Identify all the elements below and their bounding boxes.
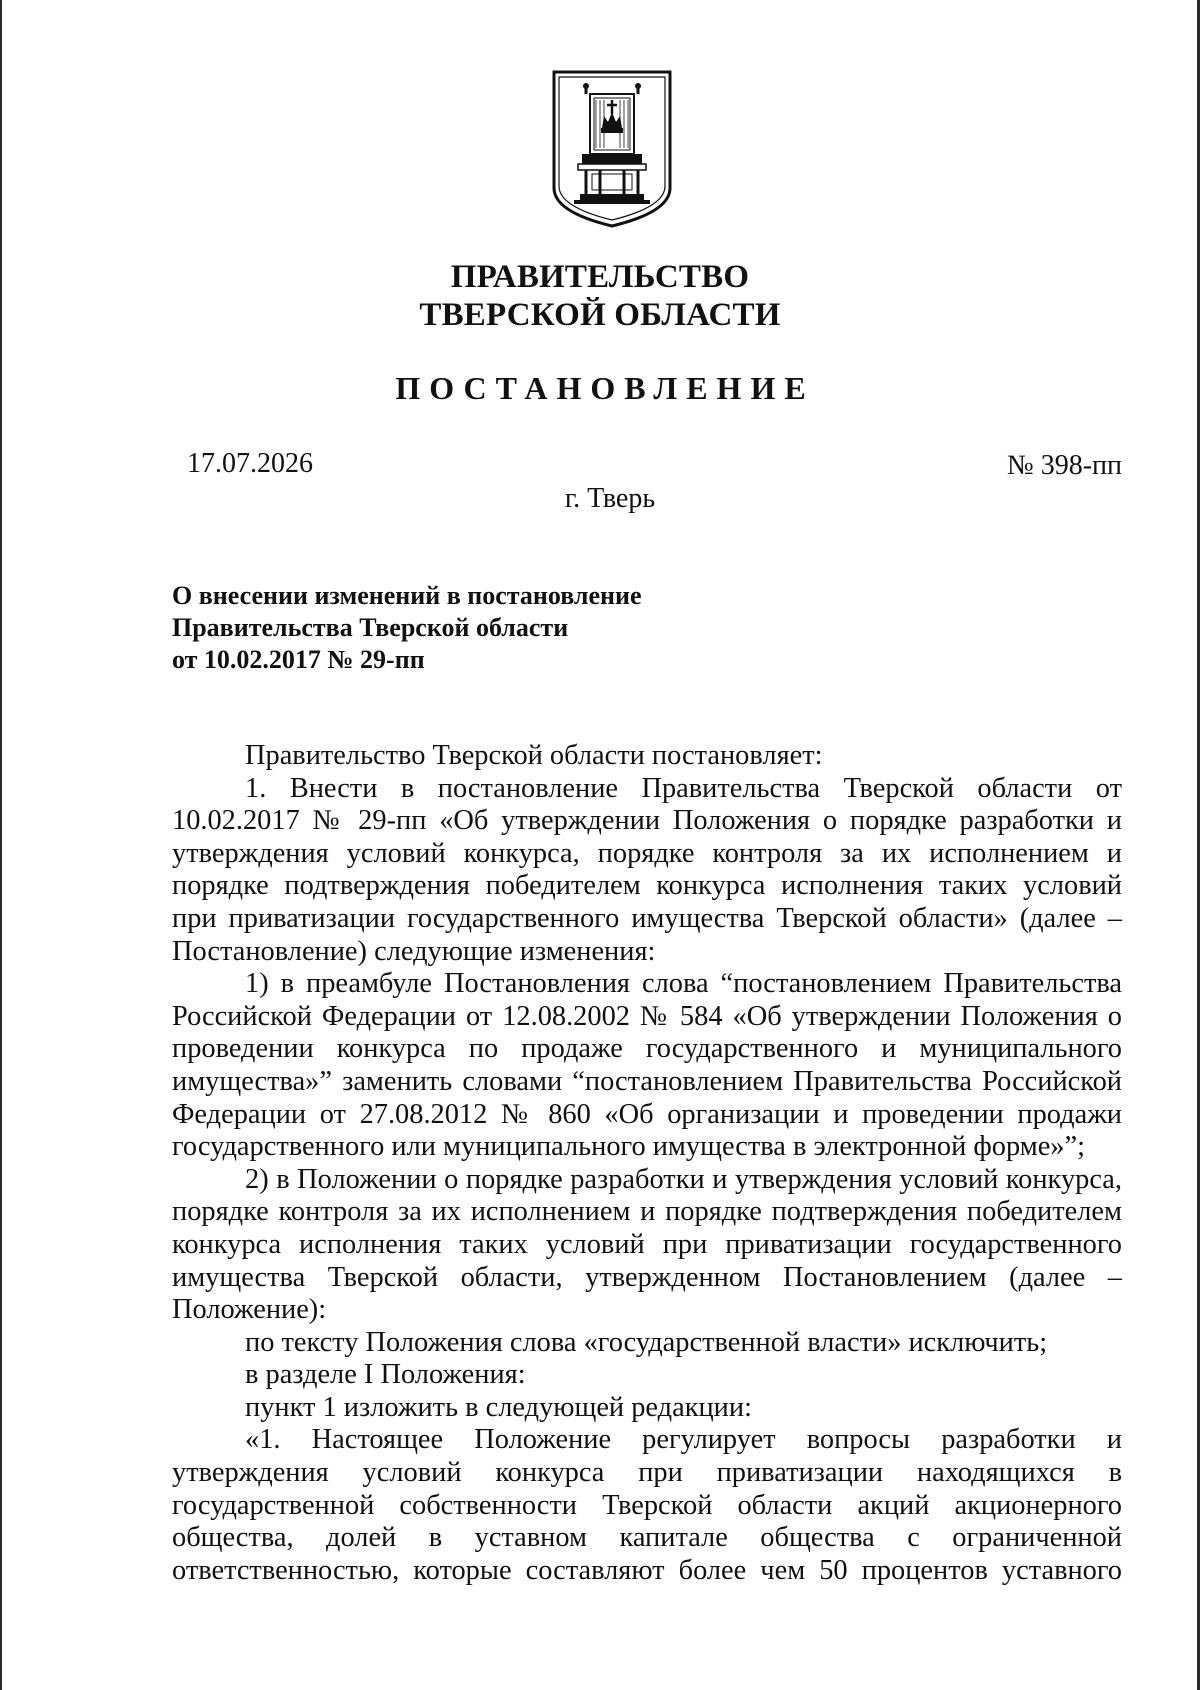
document-date: 17.07.2026 (187, 448, 313, 479)
document-body (172, 740, 1122, 1587)
document-number: № 398-пп (1006, 450, 1122, 481)
subject-line2: Правительства Тверской области (172, 613, 569, 642)
subject-line3: от 10.02.2017 № 29-пп (172, 645, 425, 674)
body-paragraph-5: в разделе I Положения: (245, 1359, 526, 1391)
body-paragraph-2: 1) в преамбуле Постановления слова “постановлением Правительства Российской Федерации от 12.08.2002 № 584 «Об утверждении Положения о проведении конкурса по продаже государственного и муниципального имущества»” заменить словами “постановлением Правительства Российской Федерации от 27.08.2012 № 860 «Об организации и проведении продажи государственного или муниципального имущества в электронной форме»”; (172, 968, 1122, 1163)
body-paragraph-3: 2) в Положении о порядке разработки и утверждения условий конкурса, порядке контроля за их исполнением и порядке подтверждения победителем конкурса исполнения таких условий при приватизации государственного имущества Тверской области, утвержденном Постановлением (далее – Положение): (172, 1163, 1122, 1326)
scan-left-edge (0, 0, 2, 1690)
body-paragraph-4: по тексту Положения слова «государственной власти» исключить; (245, 1326, 1048, 1358)
org-name-line1: ПРАВИТЕЛЬСТВО (450, 259, 750, 295)
org-name-line2: ТВЕРСКОЙ ОБЛАСТИ (419, 297, 781, 333)
document-type-title: ПОСТАНОВЛЕНИЕ (395, 370, 815, 406)
document-subject (172, 580, 642, 676)
body-paragraph-7: «1. Настоящее Положение регулирует вопросы разработки и утверждения условий конкурса при приватизации находящихся в государственной собственности Тверской области акций акционерного общества, долей в уставном капитале общества с ограниченной ответственностью, которые составляют более чем 50 процентов уставного (172, 1424, 1122, 1586)
tver-coat-of-arms-icon (552, 70, 672, 230)
body-paragraph-1: 1. Внести в постановление Правительства Тверской области от 10.02.2017 № 29-пп «Об утверждении Положения о порядке разработки и утверждения условий конкурса, порядке контроля за их исполнением и порядке подтверждения победителем конкурса исполнения таких условий при приватизации государственного имущества Тверской области» (далее – Постановление) следующие изменения: (172, 772, 1122, 967)
document-city: г. Тверь (564, 483, 656, 514)
body-intro: Правительство Тверской области постановляет: (245, 740, 823, 771)
body-paragraph-6: пункт 1 изложить в следующей редакции: (245, 1391, 752, 1423)
subject-line1: О внесении изменений в постановление (172, 581, 642, 610)
